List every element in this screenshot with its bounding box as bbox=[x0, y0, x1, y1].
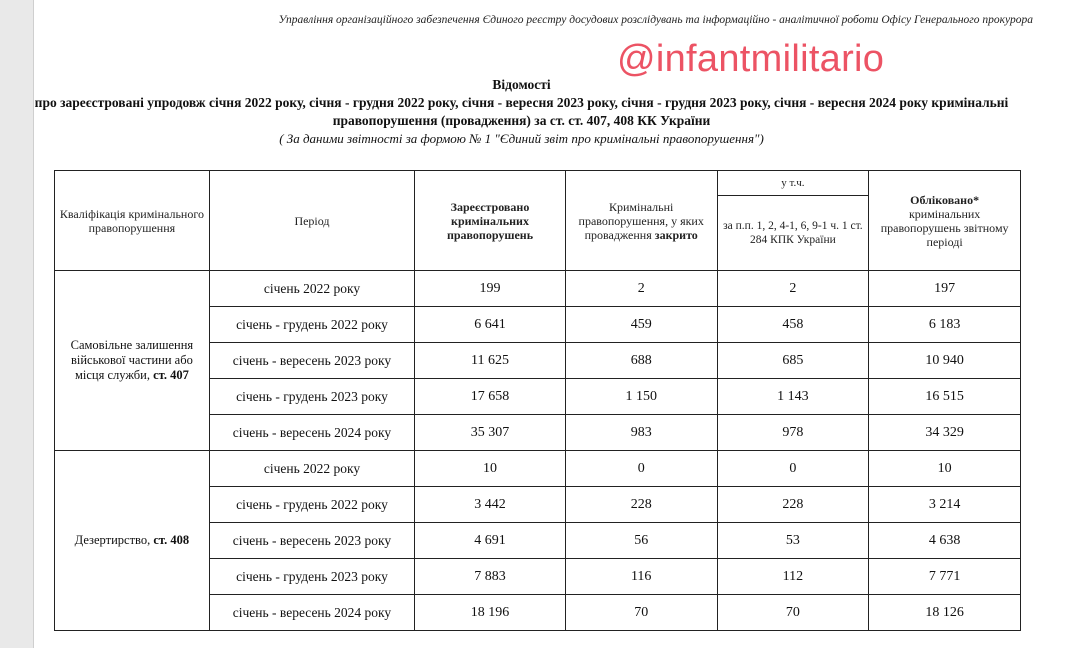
header-closed: Кримінальні правопорушення, у яких провадження закрито bbox=[565, 171, 717, 271]
header-registered bbox=[415, 171, 566, 271]
accounted-cell: 34 329 bbox=[869, 415, 1021, 451]
grounds-cell: 228 bbox=[717, 487, 869, 523]
watermark: @infantmilitario bbox=[617, 38, 885, 80]
accounted-cell: 16 515 bbox=[869, 379, 1021, 415]
closed-cell: 116 bbox=[565, 559, 717, 595]
period-cell: січень - вересень 2024 року bbox=[209, 595, 414, 631]
accounted-cell: 10 bbox=[869, 451, 1021, 487]
closed-cell: 459 bbox=[565, 307, 717, 343]
report-table bbox=[54, 170, 1021, 631]
closed-cell: 983 bbox=[565, 415, 717, 451]
period-cell: січень - вересень 2023 року bbox=[209, 343, 414, 379]
grounds-cell: 2 bbox=[717, 271, 869, 307]
grounds-cell: 1 143 bbox=[717, 379, 869, 415]
table-body bbox=[55, 271, 1021, 631]
closed-cell: 228 bbox=[565, 487, 717, 523]
table-row bbox=[55, 451, 1021, 487]
accounted-cell: 3 214 bbox=[869, 487, 1021, 523]
accounted-cell: 10 940 bbox=[869, 343, 1021, 379]
grounds-cell: 70 bbox=[717, 595, 869, 631]
header-registered-label: Зареєстровано кримінальних правопорушень bbox=[446, 199, 534, 242]
table-row bbox=[55, 271, 1021, 307]
offense-category: Дезертирство, ст. 408 bbox=[55, 451, 210, 631]
offense-category: Самовільне залишення військової частини або місця служби, ст. 407 bbox=[55, 271, 210, 451]
title-block bbox=[34, 76, 1009, 148]
accounted-cell: 4 638 bbox=[869, 523, 1021, 559]
header-period: Період bbox=[209, 171, 414, 271]
document-page bbox=[33, 0, 1080, 648]
closed-cell: 1 150 bbox=[565, 379, 717, 415]
closed-cell: 56 bbox=[565, 523, 717, 559]
grounds-cell: 112 bbox=[717, 559, 869, 595]
registered-cell: 6 641 bbox=[415, 307, 566, 343]
header-closed-grounds: за п.п. 1, 2, 4-1, 6, 9-1 ч. 1 ст. 284 КПК України bbox=[717, 196, 869, 271]
grounds-cell: 978 bbox=[717, 415, 869, 451]
closed-cell: 0 bbox=[565, 451, 717, 487]
document-title-description: про зареєстровані упродовж січня 2022 року, січня - грудня 2022 року, січня - вересня 2023 року, січня - грудня 2023 року, січня - вересня 2024 року кримінальні правопорушення (провадження) за ст. ст. 407, 408 КК України bbox=[34, 95, 1009, 128]
period-cell: січень - грудень 2022 року bbox=[209, 307, 414, 343]
period-cell: січень - вересень 2024 року bbox=[209, 415, 414, 451]
registered-cell: 35 307 bbox=[415, 415, 566, 451]
grounds-cell: 685 bbox=[717, 343, 869, 379]
grounds-cell: 458 bbox=[717, 307, 869, 343]
registered-cell: 199 bbox=[415, 271, 566, 307]
header-organization: Управління організаційного забезпечення Єдиного реєстру досудових розслідувань та інформаційно - аналітичної роботи Офісу Генерального прокурора bbox=[278, 14, 1033, 26]
registered-cell: 3 442 bbox=[415, 487, 566, 523]
accounted-cell: 18 126 bbox=[869, 595, 1021, 631]
closed-cell: 70 bbox=[565, 595, 717, 631]
period-cell: січень - грудень 2022 року bbox=[209, 487, 414, 523]
period-cell: січень - вересень 2023 року bbox=[209, 523, 414, 559]
accounted-cell: 6 183 bbox=[869, 307, 1021, 343]
grounds-cell: 0 bbox=[717, 451, 869, 487]
closed-cell: 2 bbox=[565, 271, 717, 307]
accounted-cell: 197 bbox=[869, 271, 1021, 307]
document-title: Відомості bbox=[492, 77, 551, 92]
registered-cell: 7 883 bbox=[415, 559, 566, 595]
registered-cell: 18 196 bbox=[415, 595, 566, 631]
period-cell: січень - грудень 2023 року bbox=[209, 559, 414, 595]
registered-cell: 4 691 bbox=[415, 523, 566, 559]
period-cell: січень 2022 року bbox=[209, 271, 414, 307]
document-subtitle: ( За даними звітності за формою № 1 "Єдиний звіт про кримінальні правопорушення" ) bbox=[34, 130, 1009, 148]
header-including: у т.ч. bbox=[717, 171, 869, 196]
header-accounted: Обліковано* кримінальних правопорушень звітному періоді bbox=[869, 171, 1021, 271]
closed-cell: 688 bbox=[565, 343, 717, 379]
registered-cell: 10 bbox=[415, 451, 566, 487]
registered-cell: 17 658 bbox=[415, 379, 566, 415]
header-qualification: Кваліфікація кримінального правопорушення bbox=[55, 171, 210, 271]
period-cell: січень - грудень 2023 року bbox=[209, 379, 414, 415]
grounds-cell: 53 bbox=[717, 523, 869, 559]
accounted-cell: 7 771 bbox=[869, 559, 1021, 595]
registered-cell: 11 625 bbox=[415, 343, 566, 379]
period-cell: січень 2022 року bbox=[209, 451, 414, 487]
